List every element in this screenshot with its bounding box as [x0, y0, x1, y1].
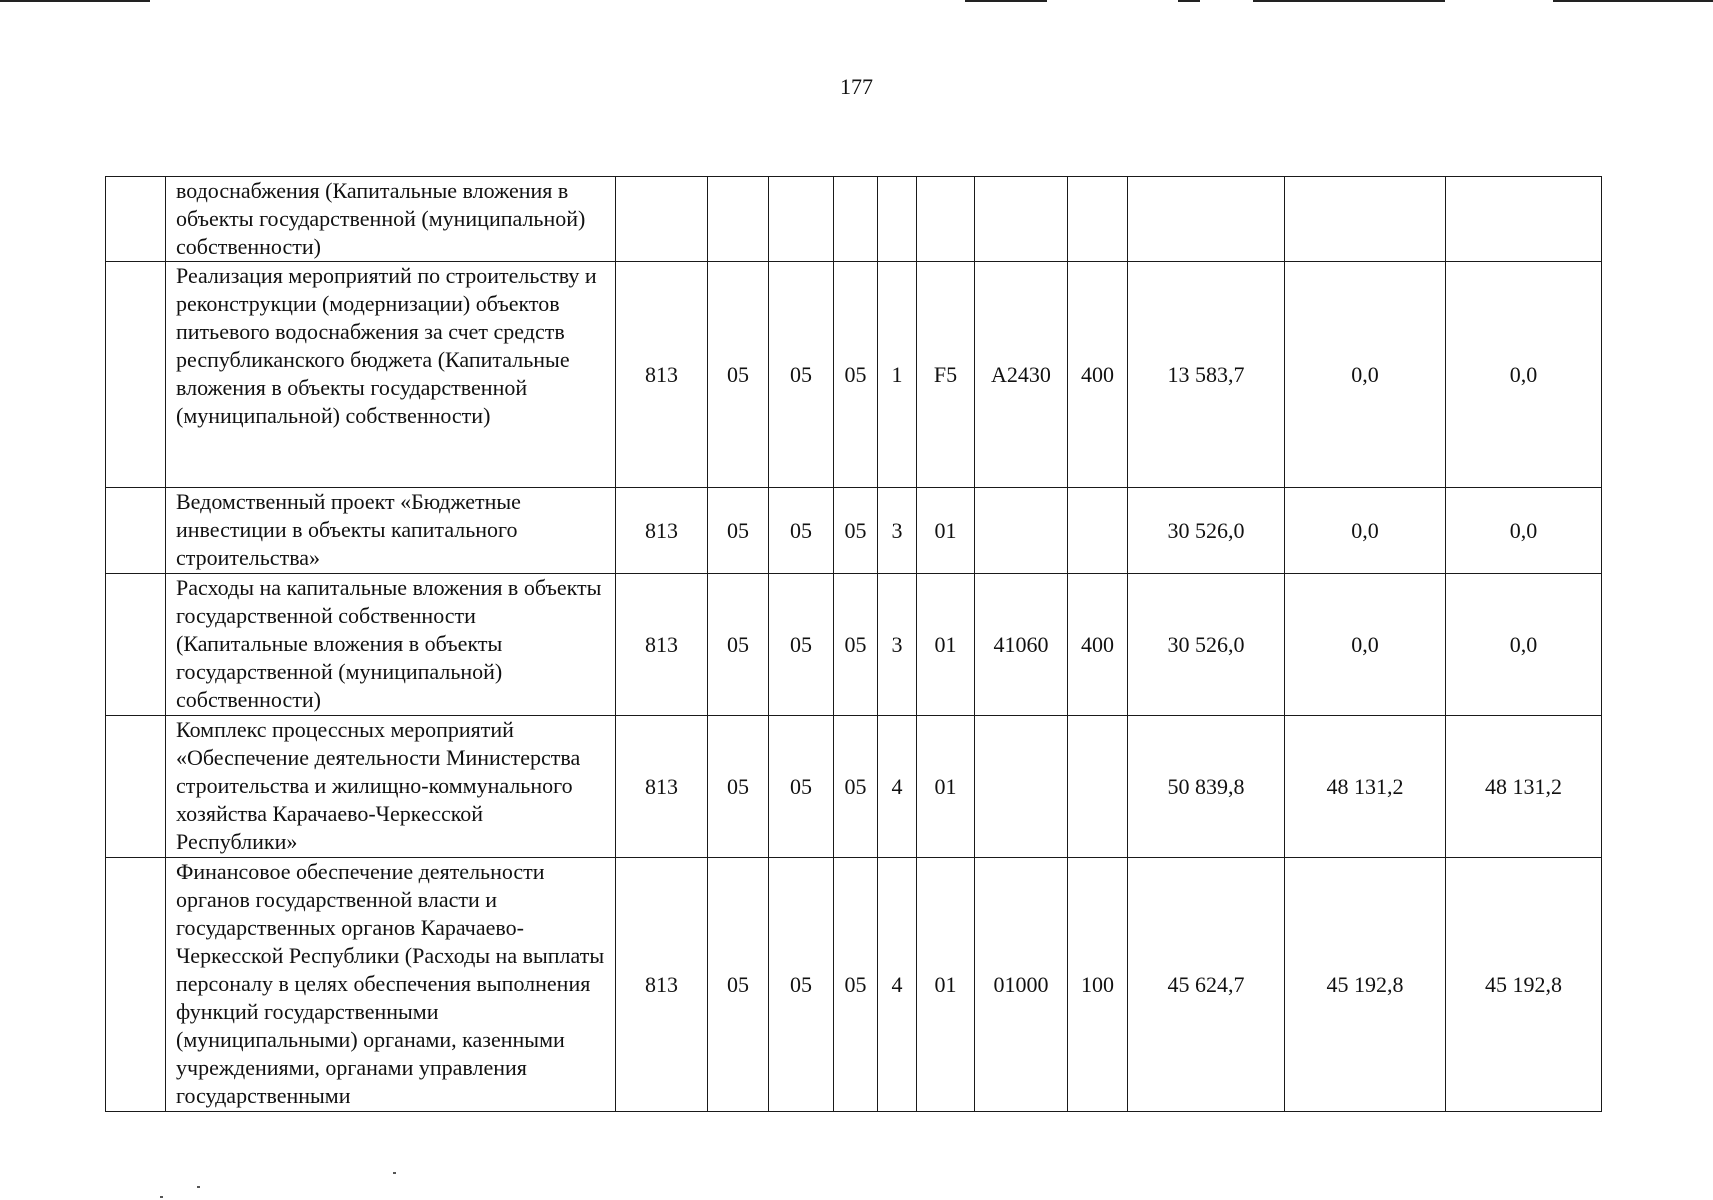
code-ministry-cell: 813	[616, 262, 708, 488]
item-name-cell: Комплекс процессных мероприятий «Обеспечение деятельности Министерства строительства и жилищно-коммунального хозяйства Карачаево-Черкесской Республики»	[166, 716, 616, 858]
amount-year-2-cell: 0,0	[1285, 488, 1446, 574]
amount-year-2-cell: 0,0	[1285, 262, 1446, 488]
code-subprogram-cell: 4	[878, 858, 917, 1112]
code-event-cell: 01	[917, 858, 975, 1112]
row-number-cell	[106, 574, 166, 716]
scan-speck	[393, 1172, 396, 1174]
code-subprogram-cell	[878, 177, 917, 262]
code-ministry-cell: 813	[616, 858, 708, 1112]
amount-year-2-cell: 45 192,8	[1285, 858, 1446, 1112]
code-program-cell: 05	[834, 262, 878, 488]
code-section-cell: 05	[708, 716, 769, 858]
row-number-cell	[106, 858, 166, 1112]
table-row	[106, 858, 1602, 1112]
code-program-cell: 05	[834, 574, 878, 716]
amount-year-1-cell: 30 526,0	[1128, 488, 1285, 574]
item-name-cell: Расходы на капитальные вложения в объекты государственной собственности (Капитальные вложения в объекты государственной (муниципальной) собственности)	[166, 574, 616, 716]
top-edge-rule-5	[1553, 0, 1713, 2]
code-expense-type-cell	[1068, 488, 1128, 574]
code-program-cell: 05	[834, 858, 878, 1112]
item-name-cell: Финансовое обеспечение деятельности органов государственной власти и государственных органов Карачаево-Черкесской Республики (Расходы на выплаты персоналу в целях обеспечения выполнения функций государственными (муниципальными) органами, казенными учреждениями, органами управления государственными	[166, 858, 616, 1112]
amount-year-2-cell: 48 131,2	[1285, 716, 1446, 858]
code-direction-cell	[975, 488, 1068, 574]
table-row	[106, 488, 1602, 574]
code-section-cell: 05	[708, 488, 769, 574]
code-direction-cell: A2430	[975, 262, 1068, 488]
code-section-cell	[708, 177, 769, 262]
item-name-cell: Реализация мероприятий по строительству и реконструкции (модернизации) объектов питьевого водоснабжения за счет средств республиканского бюджета (Капитальные вложения в объекты государственной (муниципальной) собственности)	[166, 262, 616, 488]
top-edge-rule-1	[0, 0, 150, 2]
code-direction-cell	[975, 177, 1068, 262]
code-direction-cell	[975, 716, 1068, 858]
item-name-cell: водоснабжения (Капитальные вложения в объекты государственной (муниципальной) собственности)	[166, 177, 616, 262]
code-direction-cell: 01000	[975, 858, 1068, 1112]
code-subsection-cell	[769, 177, 834, 262]
code-subprogram-cell: 1	[878, 262, 917, 488]
amount-year-1-cell: 30 526,0	[1128, 574, 1285, 716]
code-ministry-cell	[616, 177, 708, 262]
code-section-cell: 05	[708, 858, 769, 1112]
scan-speck	[197, 1186, 200, 1188]
code-subsection-cell: 05	[769, 262, 834, 488]
code-expense-type-cell	[1068, 716, 1128, 858]
code-event-cell: 01	[917, 574, 975, 716]
code-event-cell: 01	[917, 488, 975, 574]
top-edge-rule-2	[965, 0, 1047, 2]
code-subsection-cell: 05	[769, 574, 834, 716]
amount-year-3-cell: 0,0	[1446, 488, 1602, 574]
top-edge-rule-4	[1253, 0, 1445, 2]
code-subprogram-cell: 3	[878, 488, 917, 574]
row-number-cell	[106, 262, 166, 488]
amount-year-3-cell: 0,0	[1446, 574, 1602, 716]
row-number-cell	[106, 488, 166, 574]
code-expense-type-cell: 100	[1068, 858, 1128, 1112]
code-section-cell: 05	[708, 262, 769, 488]
budget-table	[105, 176, 1602, 1112]
code-subsection-cell: 05	[769, 716, 834, 858]
row-number-cell	[106, 177, 166, 262]
amount-year-2-cell: 0,0	[1285, 574, 1446, 716]
code-section-cell: 05	[708, 574, 769, 716]
code-event-cell: F5	[917, 262, 975, 488]
code-ministry-cell: 813	[616, 488, 708, 574]
table-row	[106, 177, 1602, 262]
row-number-cell	[106, 716, 166, 858]
code-expense-type-cell: 400	[1068, 262, 1128, 488]
table-row	[106, 574, 1602, 716]
code-subsection-cell: 05	[769, 858, 834, 1112]
code-subprogram-cell: 4	[878, 716, 917, 858]
top-edge-rule-3	[1178, 0, 1200, 2]
code-ministry-cell: 813	[616, 574, 708, 716]
amount-year-3-cell: 45 192,8	[1446, 858, 1602, 1112]
code-program-cell: 05	[834, 488, 878, 574]
page-number: 177	[840, 74, 873, 99]
amount-year-3-cell: 48 131,2	[1446, 716, 1602, 858]
code-ministry-cell: 813	[616, 716, 708, 858]
amount-year-1-cell: 13 583,7	[1128, 262, 1285, 488]
table-row	[106, 262, 1602, 488]
code-program-cell: 05	[834, 716, 878, 858]
amount-year-1-cell	[1128, 177, 1285, 262]
code-event-cell	[917, 177, 975, 262]
item-name-cell: Ведомственный проект «Бюджетные инвестиции в объекты капитального строительства»	[166, 488, 616, 574]
code-expense-type-cell: 400	[1068, 574, 1128, 716]
code-event-cell: 01	[917, 716, 975, 858]
scan-speck	[160, 1196, 163, 1198]
table-row	[106, 716, 1602, 858]
amount-year-3-cell	[1446, 177, 1602, 262]
code-subprogram-cell: 3	[878, 574, 917, 716]
amount-year-1-cell: 50 839,8	[1128, 716, 1285, 858]
code-expense-type-cell	[1068, 177, 1128, 262]
amount-year-1-cell: 45 624,7	[1128, 858, 1285, 1112]
code-subsection-cell: 05	[769, 488, 834, 574]
code-program-cell	[834, 177, 878, 262]
amount-year-2-cell	[1285, 177, 1446, 262]
code-direction-cell: 41060	[975, 574, 1068, 716]
amount-year-3-cell: 0,0	[1446, 262, 1602, 488]
